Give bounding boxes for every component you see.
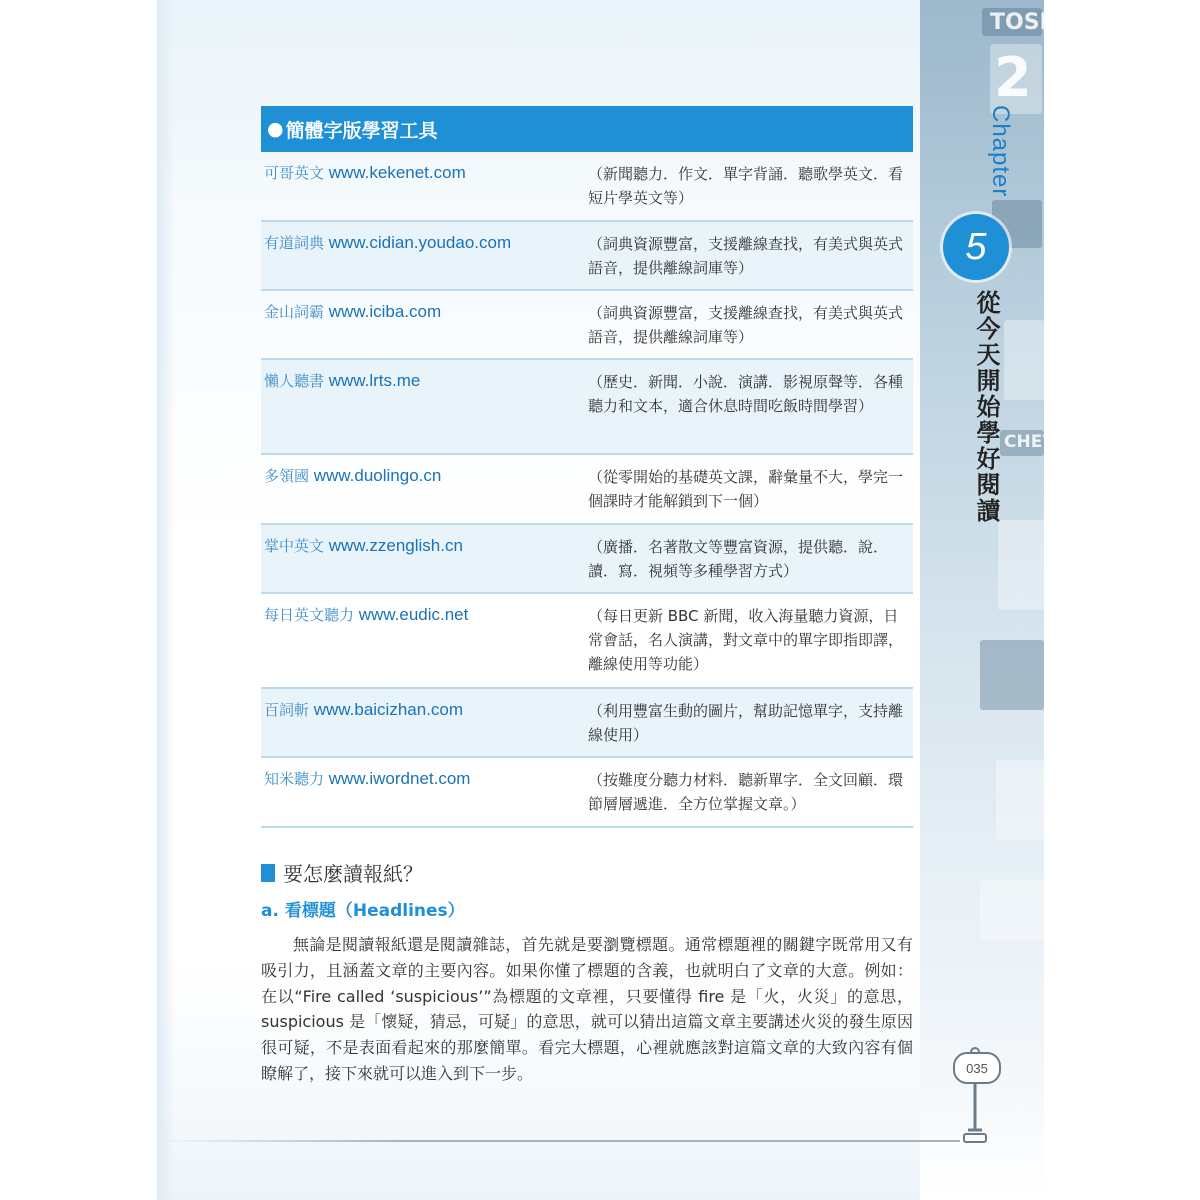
site-name: 懶人聽書 [264, 372, 325, 390]
site-name-and-url [264, 535, 463, 556]
site-description: （新聞聽力．作文．單字背誦．聽歌學英文．看短片學英文等） [588, 165, 904, 207]
table-row [261, 758, 913, 828]
table-title: 簡體字版學習工具 [285, 119, 438, 142]
site-name-and-url [264, 465, 441, 486]
site-name-and-url [264, 162, 466, 183]
site-name-and-url [264, 232, 511, 253]
bottom-divider [160, 1140, 960, 1142]
site-name: 知米聽力 [264, 770, 325, 788]
site-name-and-url [264, 301, 441, 322]
site-name: 每日英文聽力 [264, 606, 355, 624]
site-name: 掌中英文 [264, 537, 325, 555]
chapter-label: Chapter [987, 105, 1014, 198]
table-row [261, 291, 913, 360]
page-edge-shadow [157, 0, 175, 1200]
site-name: 有道詞典 [264, 234, 325, 252]
section-title: 要怎麼讀報紙？ [283, 862, 423, 886]
site-description: （利用豐富生動的圖片，幫助記憶單字，支持離線使用） [588, 702, 904, 744]
site-name: 百詞斬 [264, 701, 310, 719]
site-description: （按難度分聽力材料．聽新單字．全文回顧．環節層層遞進．全方位掌握文章。） [588, 771, 904, 813]
body-paragraph: 無論是閱讀報紙還是閱讀雜誌，首先就是要瀏覽標題。通常標題裡的關鍵字既常用又有吸引力，且涵蓋文章的主要內容。如果你懂了標題的含義，也就明白了文章的大意。例如：在以“Fire called ‘suspicious’”為標題的文章裡，只要懂得 fire 是「火，火災」的意思，suspicious 是「懷疑，猜忌，可疑」的意思，就可以猜出這篇文章主要講述火災的發生原因很可疑，不是表面看起來的那麼簡單。看完大標題，心裡就應該對這篇文章的大致內容有個瞭解了，接下來就可以進入到下一步。 [261, 935, 913, 1083]
body-paragraph-block [261, 932, 913, 1087]
site-url-link[interactable]: www.zzenglish.cn [328, 536, 463, 555]
site-url-link[interactable]: www.kekenet.com [328, 163, 466, 182]
site-url-link[interactable]: www.eudic.net [358, 605, 469, 624]
site-name: 多領國 [264, 467, 310, 485]
site-description: （每日更新 BBC 新聞，收入海量聽力資源，日常會話，名人演講，對文章中的單字即指即譯，離線使用等功能） [588, 607, 904, 673]
site-url-link[interactable]: www.duolingo.cn [313, 466, 442, 485]
table-row [261, 152, 913, 222]
chapter-title: 從今天開始學好閱讀 [972, 290, 1000, 524]
site-url-link[interactable]: www.baicizhan.com [313, 700, 464, 719]
table-row [261, 360, 913, 455]
table-header [261, 106, 913, 152]
decorative-photo-text-2: CHEV [1004, 432, 1056, 452]
table-row [261, 525, 913, 594]
decorative-photo-text: TOSI [990, 10, 1048, 35]
site-description: （詞典資源豐富，支援離線查找，有美式與英式語音，提供離線詞庫等） [588, 304, 904, 346]
site-name: 可哥英文 [264, 164, 325, 182]
site-url-link[interactable]: www.iwordnet.com [328, 769, 471, 788]
table-row [261, 594, 913, 689]
table-row [261, 222, 913, 291]
bullet-dot-icon: ● [267, 118, 284, 140]
page-number: 035 [953, 1052, 1001, 1084]
table-row [261, 455, 913, 525]
section-heading [261, 858, 423, 887]
square-bullet-icon [261, 864, 275, 882]
decorative-photo-number: 2 [994, 46, 1032, 109]
site-description: （詞典資源豐富，支援離線查找，有美式與英式語音，提供離線詞庫等） [588, 235, 904, 277]
table-row [261, 689, 913, 758]
site-url-link[interactable]: www.cidian.youdao.com [328, 233, 512, 252]
site-name-and-url [264, 768, 470, 789]
site-url-link[interactable]: www.iciba.com [328, 302, 442, 321]
section-subtitle: a. 看標題（Headlines） [261, 901, 465, 921]
signpost-icon [930, 1030, 1020, 1150]
site-description: （廣播．名著散文等豐富資源，提供聽．說．讀．寫．視頻等多種學習方式） [588, 538, 889, 580]
chapter-number-badge: 5 [943, 214, 1009, 280]
site-name-and-url [264, 370, 420, 391]
site-description: （歷史．新聞．小說．演講．影視原聲等．各種聽力和文本，適合休息時間吃飯時間學習） [588, 373, 904, 415]
site-name-and-url [264, 699, 463, 720]
site-name-and-url [264, 604, 468, 625]
site-description: （從零開始的基礎英文課，辭彙量不大，學完一個課時才能解鎖到下一個） [588, 468, 904, 510]
site-name: 金山詞霸 [264, 303, 325, 321]
site-url-link[interactable]: www.lrts.me [328, 371, 421, 390]
